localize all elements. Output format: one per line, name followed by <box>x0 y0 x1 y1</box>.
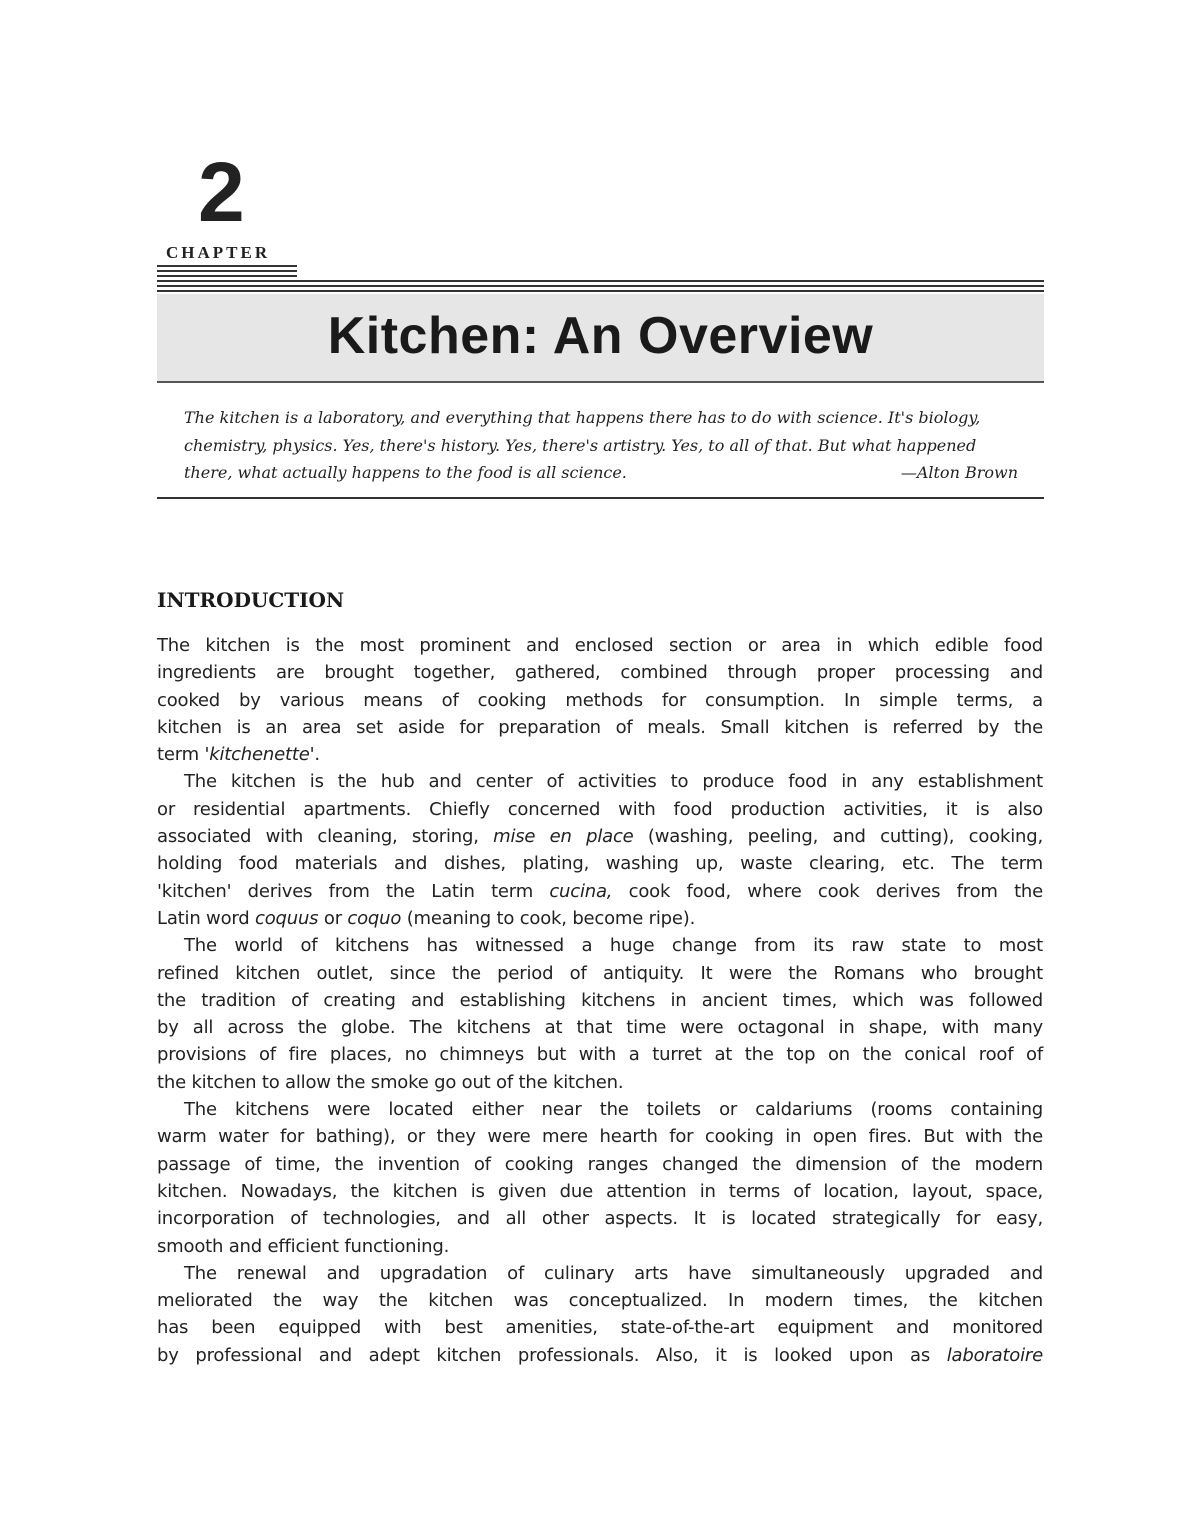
text-line: The kitchen is the hub and center of activities to produce food in any establishment <box>184 771 1043 793</box>
text-line: incorporation of technologies, and all other aspects. It is located strategically for easy, <box>157 1208 1043 1230</box>
epigraph-line: chemistry, physics. Yes, there's history. Yes, there's artistry. Yes, to all of that. But what happened <box>184 435 977 455</box>
paragraph <box>157 768 1043 932</box>
text-line: term 'kitchenette'. <box>157 744 320 766</box>
paragraph <box>157 932 1043 1096</box>
text-line: 'kitchen' derives from the Latin term cucina, cook food, where cook derives from the <box>157 880 1044 902</box>
epigraph-line: there, what actually happens to the food is all science. <box>184 463 627 482</box>
chapter-label: CHAPTER <box>166 243 271 262</box>
text-line: by all across the globe. The kitchens at that time were octagonal in shape, with many <box>157 1017 1043 1039</box>
text-line: cooked by various means of cooking methods for consumption. In simple terms, a <box>157 689 1043 711</box>
text-line: passage of time, the invention of cooking ranges changed the dimension of the modern <box>157 1153 1043 1175</box>
text-line: The renewal and upgradation of culinary arts have simultaneously upgraded and <box>184 1262 1043 1284</box>
epigraph-last-row <box>184 459 1018 487</box>
text-line: The kitchens were located either near the toilets or caldariums (rooms containing <box>184 1099 1043 1121</box>
chapter-label-rules <box>157 265 297 280</box>
text-line: The world of kitchens has witnessed a huge change from its raw state to most <box>184 935 1043 957</box>
chapter-title: Kitchen: An Overview <box>327 307 874 365</box>
text-line: kitchen. Nowadays, the kitchen is given due attention in terms of location, layout, space, <box>157 1180 1043 1202</box>
text-line: meliorated the way the kitchen was conceptualized. In modern times, the kitchen <box>157 1290 1043 1312</box>
text-line: kitchen is an area set aside for preparation of meals. Small kitchen is referred by the <box>157 716 1043 738</box>
title-rules <box>157 280 1044 295</box>
text-line: or residential apartments. Chiefly concerned with food production activities, it is also <box>157 798 1043 820</box>
text-line: Latin word coquus or coquo (meaning to cook, become ripe). <box>157 907 696 929</box>
text-line: by professional and adept kitchen professionals. Also, it is looked upon as laboratoire <box>157 1344 1043 1366</box>
text-line: warm water for bathing), or they were mere hearth for cooking in open fires. But with the <box>157 1126 1043 1148</box>
text-line: provisions of fire places, no chimneys but with a turret at the top on the conical roof of <box>157 1044 1043 1066</box>
title-box <box>157 294 1044 383</box>
epigraph-attribution: —Alton Brown <box>900 463 1018 482</box>
epigraph-rule <box>157 497 1044 499</box>
text-line: has been equipped with best amenities, state-of-the-art equipment and monitored <box>157 1317 1043 1339</box>
text-line: refined kitchen outlet, since the period of antiquity. It were the Romans who brought <box>157 962 1043 984</box>
text-line: smooth and efficient functioning. <box>157 1235 450 1257</box>
text-line: associated with cleaning, storing, mise en place (washing, peeling, and cutting), cooking, <box>157 826 1043 848</box>
text-line: the tradition of creating and establishing kitchens in ancient times, which was followed <box>157 989 1043 1011</box>
paragraph <box>157 1096 1043 1260</box>
paragraph <box>157 1260 1043 1369</box>
paragraph <box>157 632 1043 768</box>
chapter-number: 2 <box>198 145 245 239</box>
epigraph-line: The kitchen is a laboratory, and everything that happens there has to do with science. It's biology, <box>184 408 981 427</box>
section-heading: INTRODUCTION <box>157 588 345 612</box>
text-line: ingredients are brought together, gathered, combined through proper processing and <box>157 662 1043 684</box>
text-line: The kitchen is the most prominent and enclosed section or area in which edible food <box>157 635 1043 656</box>
epigraph <box>184 404 1018 487</box>
text-line: the kitchen to allow the smoke go out of the kitchen. <box>157 1071 624 1093</box>
text-line: holding food materials and dishes, plating, washing up, waste clearing, etc. The term <box>157 853 1043 875</box>
body-text <box>157 632 1043 1369</box>
